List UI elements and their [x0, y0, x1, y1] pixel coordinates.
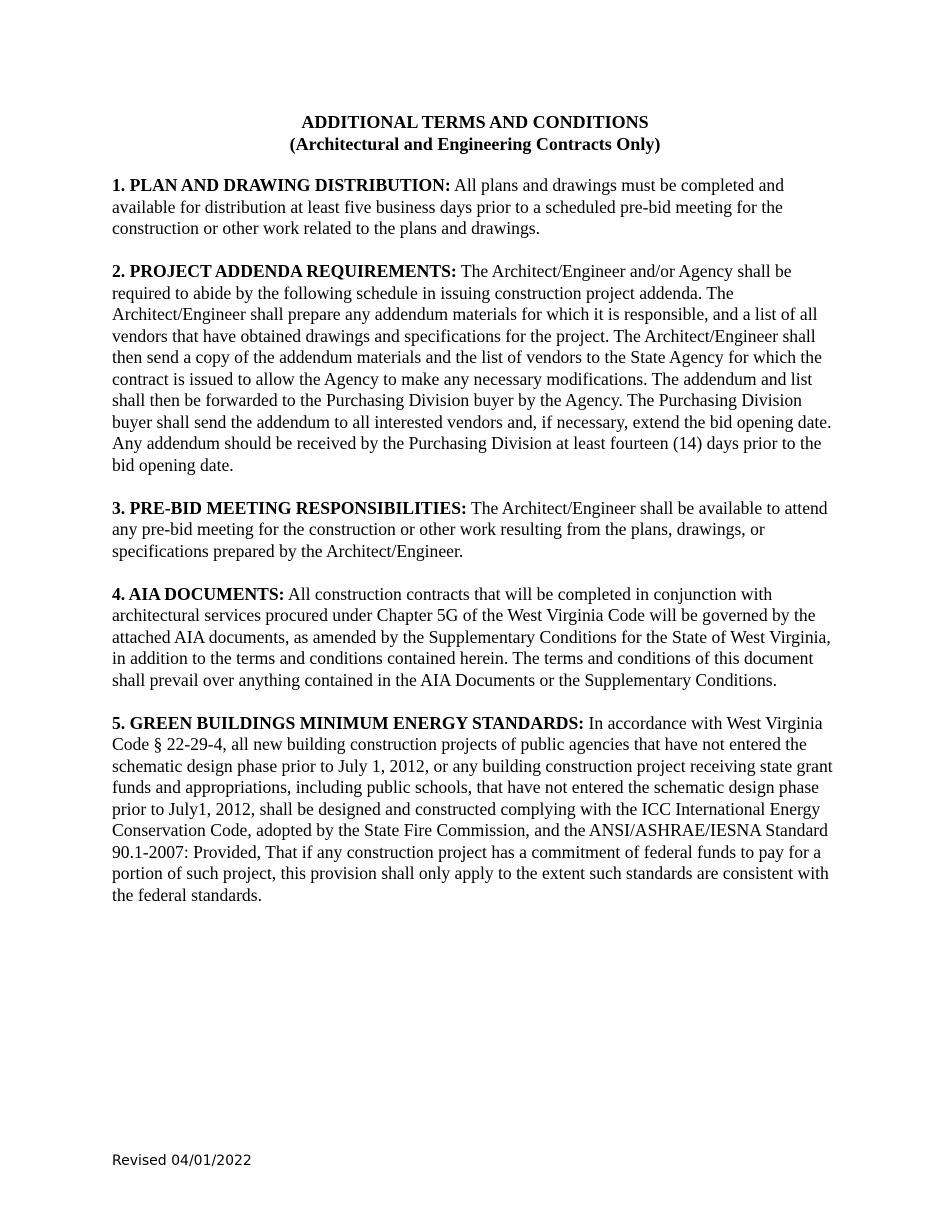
- section-green-buildings-energy-standards: [112, 713, 844, 907]
- section-aia-documents: [112, 584, 844, 692]
- section-text: The Architect/Engineer and/or Agency shall be required to abide by the following schedule in issuing construction project addenda. The Architect/Engineer shall prepare any addendum materials for which it is responsible, and a list of all vendors that have obtained drawings and specifications for the project. The Architect/Engineer shall then send a copy of the addendum materials and the list of vendors to the State Agency for which the contract is issued to allow the Agency to make any necessary modifications. The addendum and list shall then be forwarded to the Purchasing Division buyer by the Agency. The Purchasing Division buyer shall send the addendum to all interested vendors and, if necessary, extend the bid opening date. Any addendum should be received by the Purchasing Division at least fourteen (14) days prior to the bid opening date.: [112, 261, 832, 475]
- section-heading: 1. PLAN AND DRAWING DISTRIBUTION:: [112, 175, 451, 195]
- section-heading: 5. GREEN BUILDINGS MINIMUM ENERGY STANDARDS:: [112, 712, 585, 733]
- document-header: [0, 111, 950, 155]
- document-subtitle: (Architectural and Engineering Contracts Only): [289, 134, 661, 154]
- document-title: ADDITIONAL TERMS AND CONDITIONS: [301, 112, 649, 132]
- section-heading: 3. PRE-BID MEETING RESPONSIBILITIES:: [112, 497, 467, 518]
- revision-footer: Revised 04/01/2022: [112, 1153, 252, 1169]
- section-project-addenda-requirements: [112, 261, 844, 476]
- section-text: All construction contracts that will be completed in conjunction with architectural services procured under Chapter 5G of the West Virginia Code will be governed by the attached AIA documents, as amended by the Supplementary Conditions for the State of West Virginia, in addition to the terms and conditions contained herein. The terms and conditions of this document shall prevail over anything contained in the AIA Documents or the Supplementary Conditions.: [112, 583, 831, 690]
- section-plan-drawing-distribution: [112, 175, 844, 240]
- section-heading: 4. AIA DOCUMENTS:: [112, 583, 285, 604]
- section-text: All plans and drawings must be completed and available for distribution at least five business days prior to a scheduled pre-bid meeting for the construction or other work related to the plans and drawings.: [112, 175, 784, 238]
- document-body: [112, 175, 844, 928]
- section-text: In accordance with West Virginia Code § 22-29-4, all new building construction projects of public agencies that have not entered the schematic design phase prior to July 1, 2012, or any building construction project receiving state grant funds and appropriations, including public schools, that have not entered the schematic design phase prior to July1, 2012, shall be designed and constructed complying with the ICC International Energy Conservation Code, adopted by the State Fire Commission, and the ANSI/ASHRAE/IESNA Standard 90.1-2007: Provided, That if any construction project has a commitment of federal funds to pay for a portion of such project, this provision shall only apply to the extent such standards are consistent with the federal standards.: [112, 712, 833, 905]
- section-pre-bid-meeting-responsibilities: [112, 498, 844, 563]
- section-heading: 2. PROJECT ADDENDA REQUIREMENTS:: [112, 261, 457, 281]
- section-text: The Architect/Engineer shall be available to attend any pre-bid meeting for the construction or other work resulting from the plans, drawings, or specifications prepared by the Architect/Engineer.: [112, 497, 828, 561]
